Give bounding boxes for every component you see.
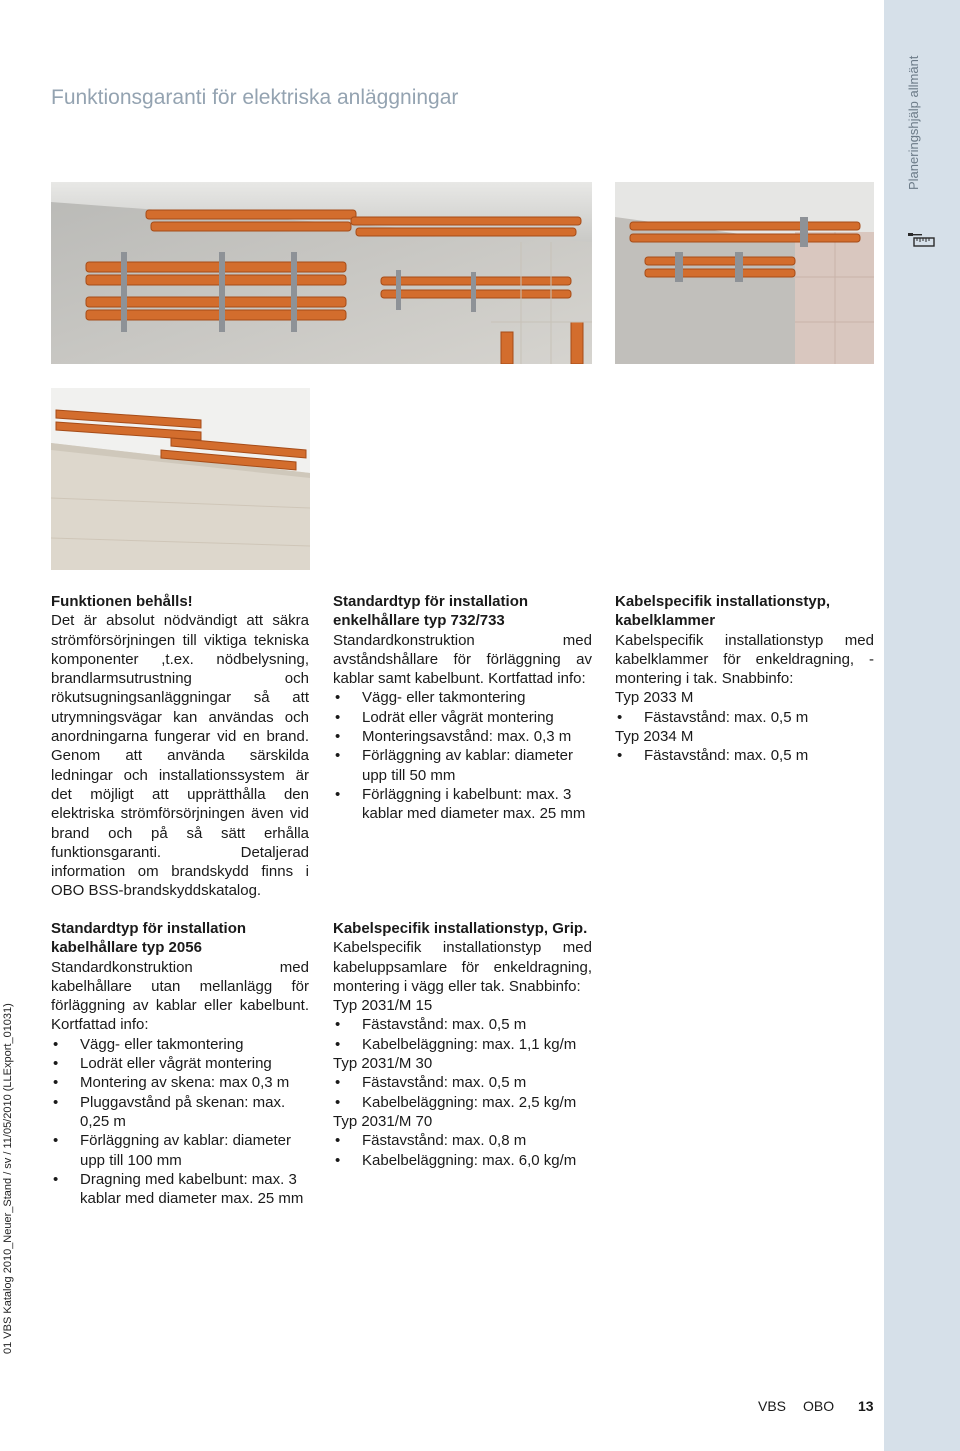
list-item: • Vägg- eller takmontering	[333, 688, 592, 707]
ruler-screwdriver-icon	[908, 226, 936, 254]
standard-732-body: Standardkonstruktion med avståndshållare för förläggning av kablar samt kabelbunt. Kortfattad info:	[333, 631, 592, 688]
footer-brand-obo: OBO	[803, 1398, 835, 1414]
klammer-type-2033: Typ 2033 M	[615, 689, 694, 707]
grip-heading: Kabelspecifik installationstyp, Grip.	[333, 920, 588, 937]
list-item: • Kabelbeläggning: max. 2,5 kg/m	[333, 1093, 592, 1112]
grip-section	[333, 919, 592, 1170]
list-item: • Kabelbeläggning: max. 6,0 kg/m	[333, 1151, 592, 1170]
photo-cable-bundle-ceiling	[51, 388, 310, 570]
standard-732-list	[333, 688, 592, 823]
list-item: • Förläggning av kablar: diameter upp till 100 mm	[51, 1131, 309, 1170]
standard-2056-body: Standardkonstruktion med kabelhållare utan mellanlägg för förläggning av kablar eller kabelbunt. Kortfattad info:	[51, 958, 309, 1034]
grip-15-list	[333, 1015, 592, 1054]
grip-type-30: Typ 2031/M 30	[333, 1055, 433, 1073]
grip-70-list	[333, 1131, 592, 1170]
grip-type-15: Typ 2031/M 15	[333, 997, 433, 1015]
standard-2056-list	[51, 1035, 309, 1209]
section-label: Planeringshjälp allmänt	[906, 55, 921, 190]
list-item: • Fästavstånd: max. 0,5 m	[615, 708, 874, 727]
list-item: • Monteringsavstånd: max. 0,3 m	[333, 727, 592, 746]
list-item: • Fästavstånd: max. 0,5 m	[333, 1073, 592, 1092]
standard-732-heading: Standardtyp för installation enkelhållare typ 732/733	[333, 593, 529, 630]
list-item: • Montering av skena: max 0,3 m	[51, 1073, 309, 1092]
list-item: • Fästavstånd: max. 0,8 m	[333, 1131, 592, 1150]
list-item: • Vägg- eller takmontering	[51, 1035, 309, 1054]
footer-brand-vbs: VBS	[758, 1398, 787, 1414]
intro-heading: Funktionen behålls!	[51, 593, 193, 610]
page-number: 13	[858, 1398, 874, 1414]
klammer-2034-list	[615, 746, 874, 765]
list-item: • Dragning med kabelbunt: max. 3 kablar med diameter max. 25 mm	[51, 1170, 309, 1209]
photo-cable-trays-ceiling-wall	[51, 182, 592, 364]
list-item: • Lodrät eller vågrät montering	[51, 1054, 309, 1073]
list-item: • Kabelbeläggning: max. 1,1 kg/m	[333, 1035, 592, 1054]
list-item: • Fästavstånd: max. 0,5 m	[615, 746, 874, 765]
klammer-heading: Kabelspecifik installationstyp, kabelklammer	[615, 593, 831, 630]
list-item: • Pluggavstånd på skenan: max. 0,25 m	[51, 1093, 309, 1132]
klammer-section	[615, 592, 874, 766]
grip-type-70: Typ 2031/M 70	[333, 1112, 433, 1130]
standard-2056-section	[51, 919, 309, 1208]
standard-2056-heading: Standardtyp för installation kabelhållare typ 2056	[51, 920, 247, 957]
sidebar-band	[884, 0, 960, 1451]
list-item: • Lodrät eller vågrät montering	[333, 708, 592, 727]
page-title: Funktionsgaranti för elektriska anläggningar	[51, 86, 459, 109]
klammer-type-2034: Typ 2034 M	[615, 728, 694, 746]
list-item: • Förläggning av kablar: diameter upp till 50 mm	[333, 746, 592, 785]
klammer-2033-list	[615, 708, 874, 727]
intro-section	[51, 592, 309, 901]
klammer-body: Kabelspecifik installationstyp med kabelklammer för enkeldragning, -montering i tak. Snabbinfo:	[615, 631, 874, 688]
intro-body: Det är absolut nödvändigt att säkra strömförsörjningen till viktiga tekniska komponenter ,t.ex. nödbelysning, brandlarmsutrustning och rökutsugningsanläggningar så att utrymningsvägar kan användas och anordningarna fungerar vid en brand. Genom att använda särskilda ledningar och installationssystem är det möjligt att upprätthålla den elektriska strömförsörjningen även vid brand och på så sätt erhålla funktionsgaranti. Detaljerad information om brandskydd finns i OBO BSS-brandskyddskatalog.	[51, 612, 309, 900]
grip-30-list	[333, 1073, 592, 1112]
print-meta: 01 VBS Katalog 2010_Neuer_Stand / sv / 11/05/2010 (LLExport_01031)	[2, 1003, 14, 1354]
grip-body: Kabelspecifik installationstyp med kabeluppsamlare för enkeldragning, montering i vägg eller tak. Snabbinfo:	[333, 939, 592, 995]
standard-732-section	[333, 592, 592, 824]
list-item: • Förläggning i kabelbunt: max. 3 kablar med diameter max. 25 mm	[333, 785, 592, 824]
photo-cable-clamps-ceiling	[615, 182, 874, 364]
list-item: • Fästavstånd: max. 0,5 m	[333, 1015, 592, 1034]
